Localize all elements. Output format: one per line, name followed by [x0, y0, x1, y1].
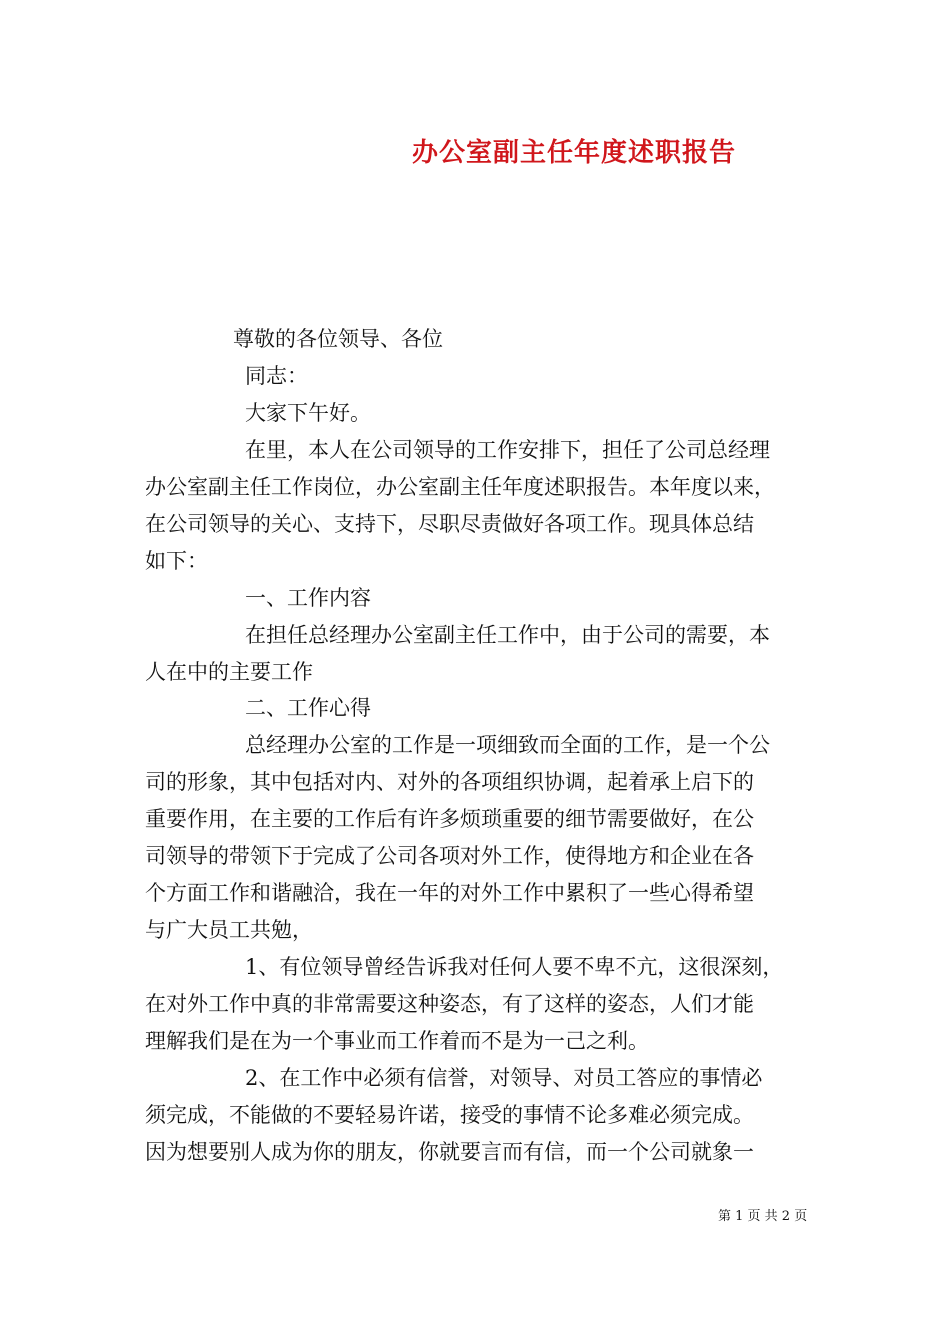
- section-heading: 一、工作内容: [245, 586, 371, 610]
- salutation-line-2: 同志：: [245, 364, 308, 388]
- paragraph-line: 在担任总经理办公室副主任工作中，由于公司的需要，本: [245, 623, 770, 647]
- paragraph-line: 与广大员工共勉，: [145, 918, 313, 942]
- paragraph-line: 1、有位领导曾经告诉我对任何人要不卑不亢，这很深刻，: [245, 955, 784, 979]
- paragraph-line: 须完成，不能做的不要轻易许诺，接受的事情不论多难必须完成。: [145, 1103, 754, 1127]
- paragraph-line: 在里，本人在公司领导的工作安排下，担任了公司总经理: [245, 438, 770, 462]
- greeting-line: 大家下午好。: [245, 401, 371, 425]
- paragraph-line: 总经理办公室的工作是一项细致而全面的工作，是一个公: [245, 733, 770, 757]
- paragraph-line: 办公室副主任工作岗位，办公室副主任年度述职报告。本年度以来，: [145, 475, 775, 499]
- paragraph-line: 理解我们是在为一个事业而工作着而不是为一己之利。: [145, 1029, 649, 1053]
- paragraph-line: 重要作用，在主要的工作后有许多烦琐重要的细节需要做好，在公: [145, 807, 754, 831]
- paragraph-line: 在对外工作中真的非常需要这种姿态，有了这样的姿态，人们才能: [145, 992, 754, 1016]
- page-footer: 第 1 页 共 2 页: [718, 1209, 808, 1224]
- paragraph-line: 人在中的主要工作: [145, 660, 313, 684]
- paragraph-line: 司的形象，其中包括对内、对外的各项组织协调，起着承上启下的: [145, 770, 754, 794]
- document-title: 办公室副主任年度述职报告: [412, 138, 737, 168]
- paragraph-line: 司领导的带领下于完成了公司各项对外工作，使得地方和企业在各: [145, 844, 754, 868]
- paragraph-line: 因为想要别人成为你的朋友，你就要言而有信，而一个公司就象一: [145, 1140, 754, 1164]
- salutation-line-1: 尊敬的各位领导、各位: [233, 327, 443, 351]
- section-heading: 二、工作心得: [245, 696, 371, 720]
- paragraph-line: 如下：: [145, 549, 208, 573]
- paragraph-line: 个方面工作和谐融洽，我在一年的对外工作中累积了一些心得希望: [145, 881, 754, 905]
- paragraph-line: 2、在工作中必须有信誉，对领导、对员工答应的事情必: [245, 1066, 763, 1090]
- paragraph-line: 在公司领导的关心、支持下，尽职尽责做好各项工作。现具体总结: [145, 512, 754, 536]
